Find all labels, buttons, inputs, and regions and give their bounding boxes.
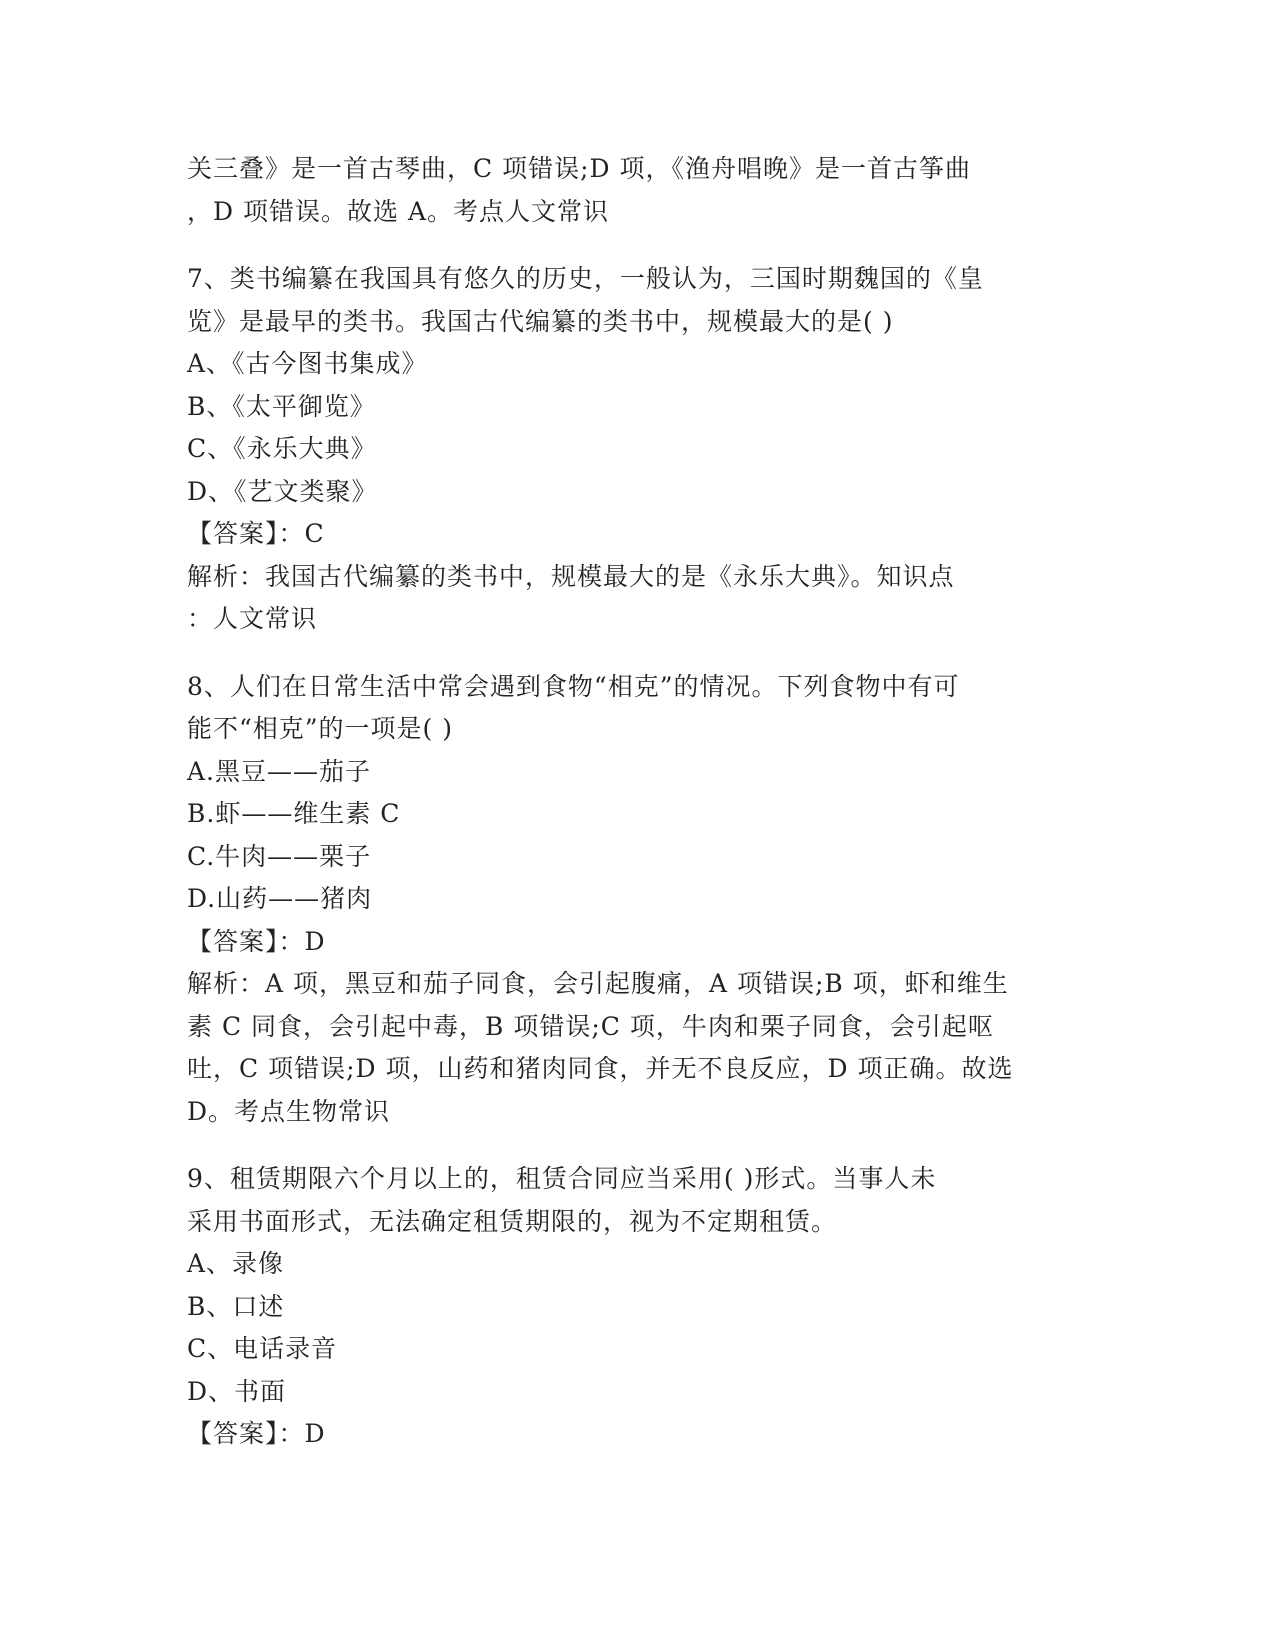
option-a: A.黑豆——茄子 bbox=[187, 756, 372, 786]
analysis-line: 解析：我国古代编纂的类书中，规模最大的是《永乐大典》。知识点 bbox=[187, 561, 955, 591]
answer: 【答案】：C bbox=[187, 519, 325, 548]
option-b: B、口述 bbox=[187, 1291, 285, 1321]
question-stem-line: 览》是最早的类书。我国古代编纂的类书中，规模最大的是( ) bbox=[187, 306, 894, 336]
explanation-line: 关三叠》是一首古琴曲，C 项错误;D 项，《渔舟唱晚》是一首古筝曲 bbox=[187, 154, 971, 183]
question-stem-line: 8、人们在日常生活中常会遇到食物“相克”的情况。下列食物中有可 bbox=[187, 671, 960, 701]
analysis-line: ：人文常识 bbox=[187, 604, 318, 633]
analysis-line: 解析：A 项，黑豆和茄子同食，会引起腹痛，A 项错误;B 项，虾和维生 bbox=[187, 969, 1009, 998]
question-9 bbox=[187, 1158, 1087, 1456]
analysis-line: 素 C 同食，会引起中毒，B 项错误;C 项，牛肉和栗子同食，会引起呕 bbox=[187, 1011, 994, 1041]
question-stem-line: 9、租赁期限六个月以上的，租赁合同应当采用( )形式。当事人未 bbox=[187, 1164, 937, 1193]
option-c: C、《永乐大典》 bbox=[187, 434, 377, 463]
option-a: A、《古今图书集成》 bbox=[187, 349, 428, 378]
question-stem-line: 7、类书编纂在我国具有悠久的历史，一般认为，三国时期魏国的《皇 bbox=[187, 264, 984, 293]
option-b: B.虾——维生素 C bbox=[187, 799, 401, 828]
explanation-line: ，D 项错误。故选 A。考点人文常识 bbox=[187, 196, 609, 226]
answer: 【答案】：D bbox=[187, 1419, 326, 1448]
option-c: C.牛肉——栗子 bbox=[187, 841, 372, 871]
prev-explanation bbox=[187, 148, 1087, 233]
analysis-line: 吐，C 项错误;D 项，山药和猪肉同食，并无不良反应，D 项正确。故选 bbox=[187, 1054, 1014, 1083]
option-b: B、《太平御览》 bbox=[187, 391, 376, 421]
option-c: C、电话录音 bbox=[187, 1334, 338, 1363]
question-7 bbox=[187, 258, 1087, 641]
document-content bbox=[187, 148, 1087, 1456]
answer: 【答案】：D bbox=[187, 926, 326, 956]
option-d: D、《艺文类聚》 bbox=[187, 476, 378, 506]
option-d: D、书面 bbox=[187, 1376, 287, 1406]
option-d: D.山药——猪肉 bbox=[187, 884, 373, 913]
question-stem-line: 能不“相克”的一项是( ) bbox=[187, 714, 454, 743]
question-stem-line: 采用书面形式，无法确定租赁期限的，视为不定期租赁。 bbox=[187, 1206, 838, 1236]
analysis-line: D。考点生物常识 bbox=[187, 1096, 391, 1126]
option-a: A、录像 bbox=[187, 1249, 285, 1278]
question-8 bbox=[187, 666, 1087, 1134]
